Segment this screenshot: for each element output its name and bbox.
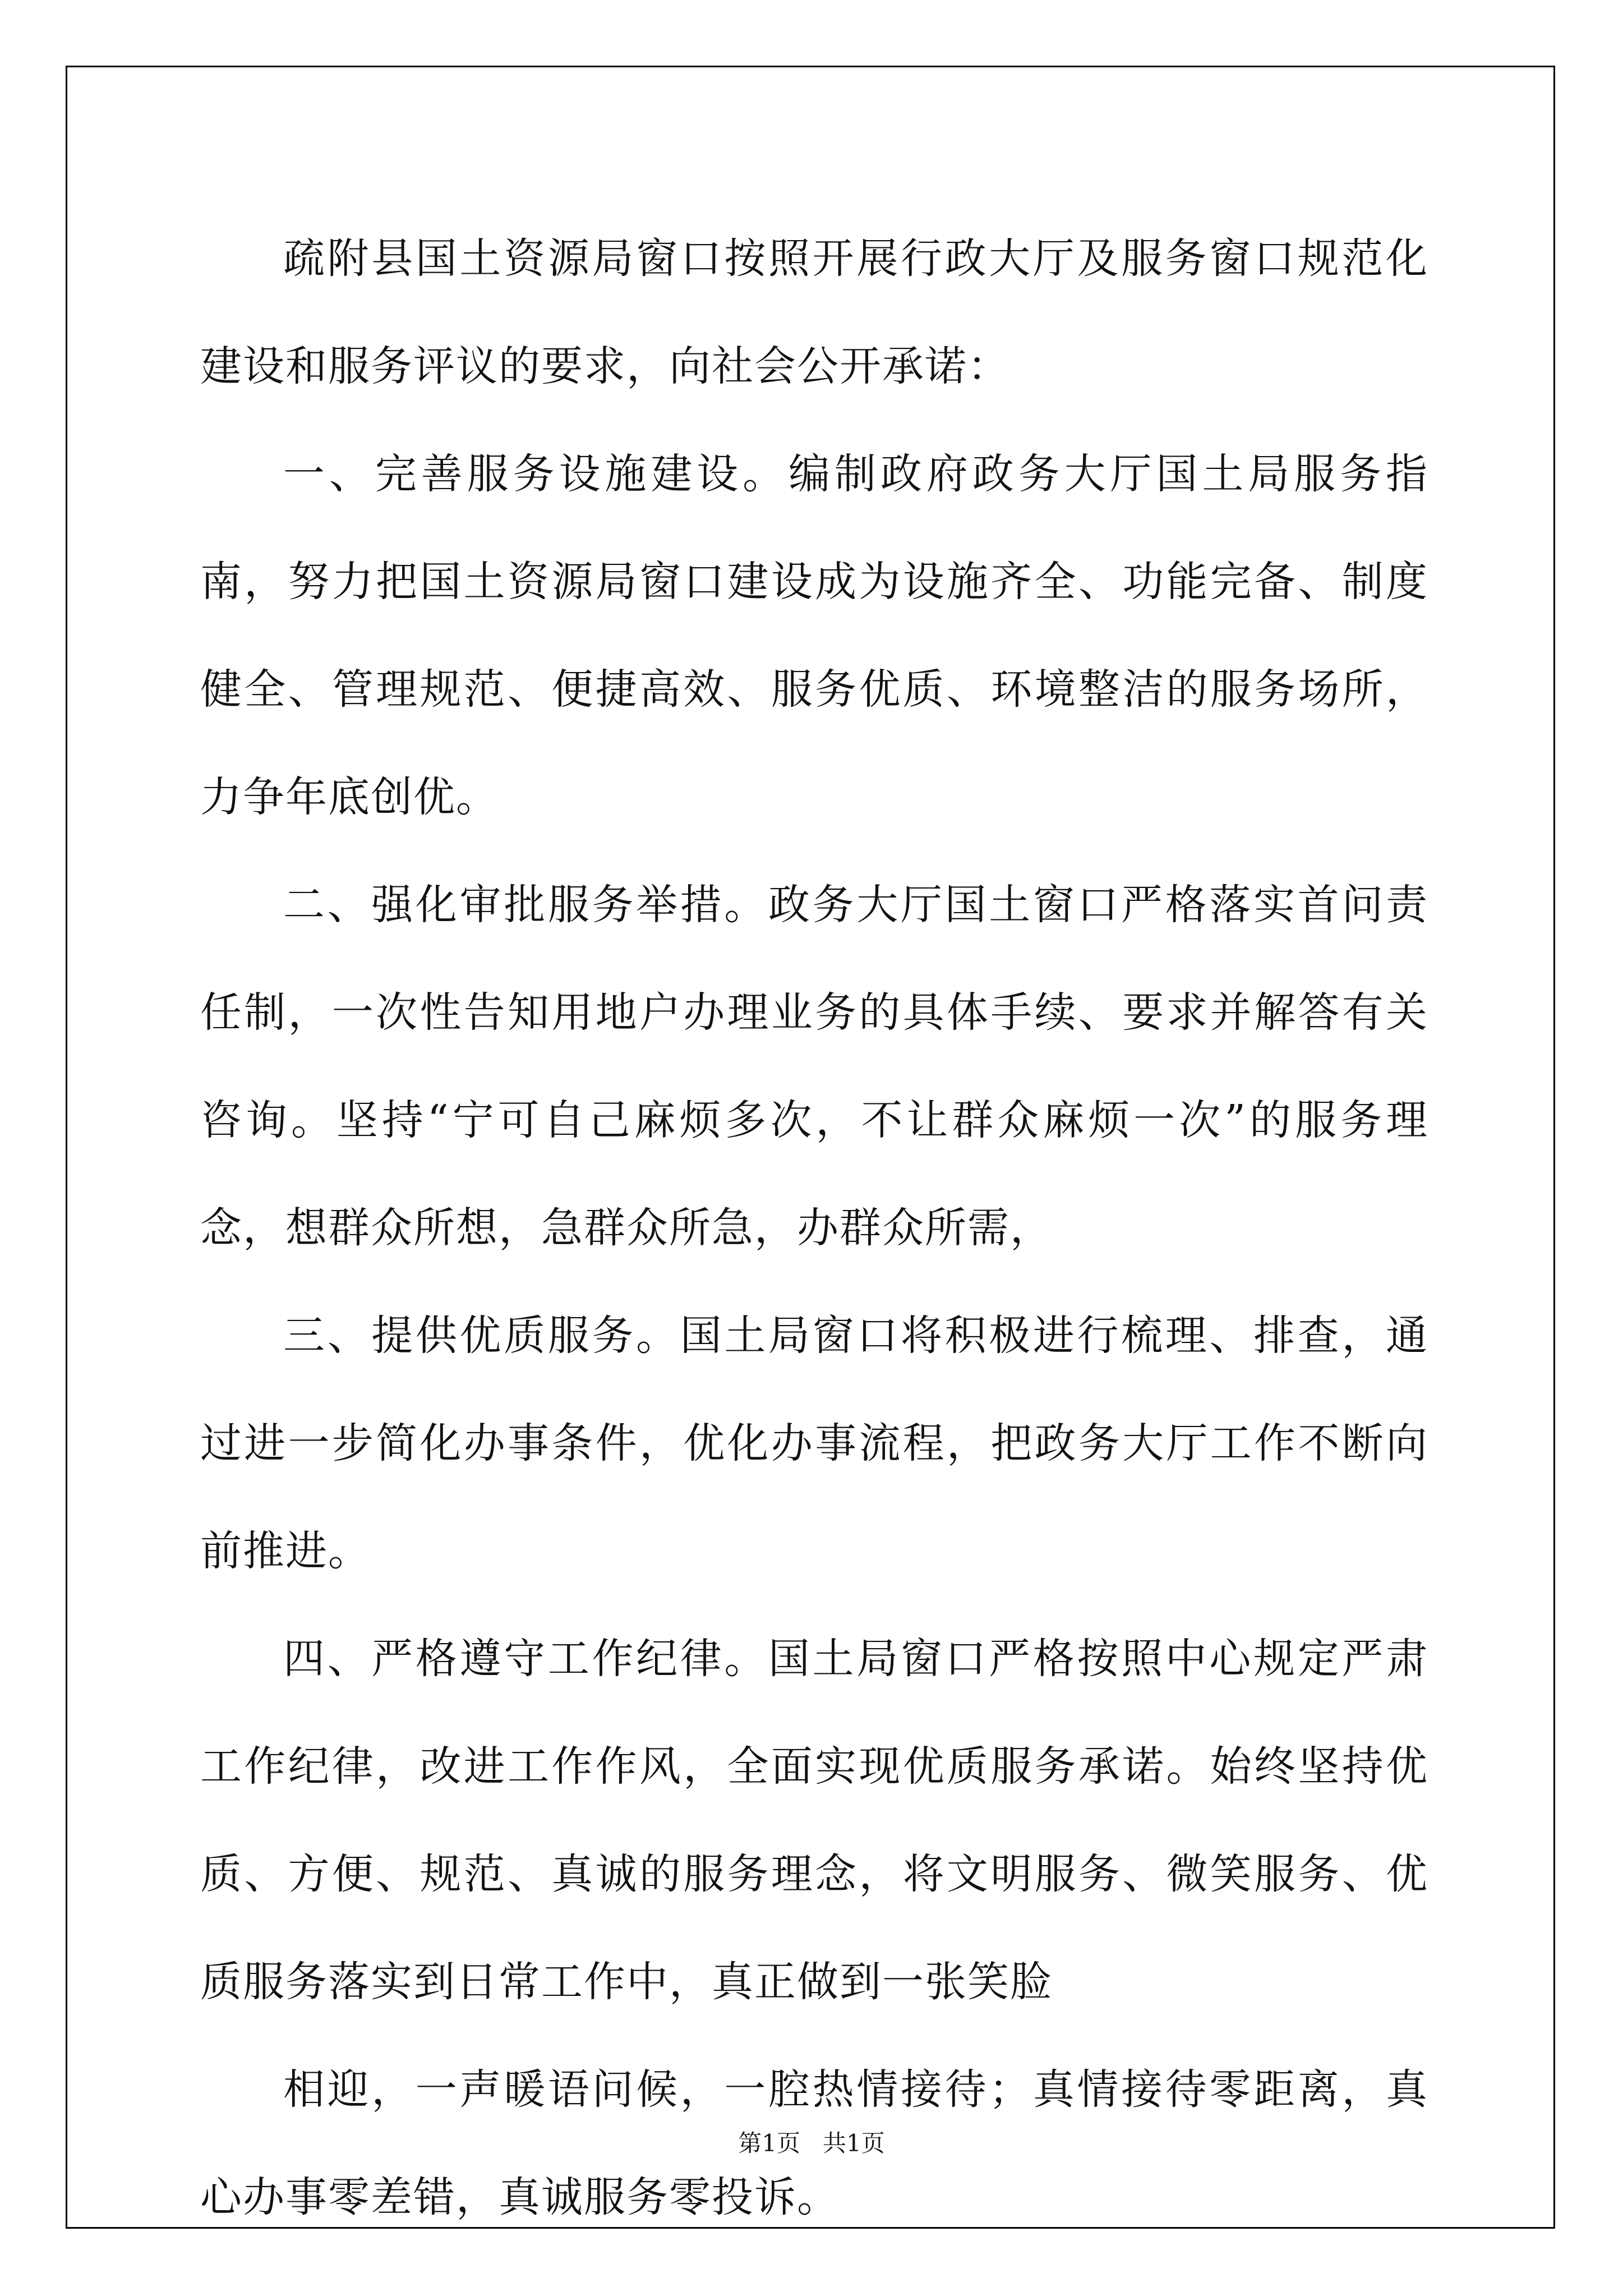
paragraph-item-4-continued: 相迎，一声暖语问候，一腔热情接待；真情接待零距离，真心办事零差错，真诚服务零投诉。 — [200, 2065, 1428, 2221]
paragraph-item-1: 一、完善服务设施建设。编制政府政务大厅国土局服务指南，努力把国土资源局窗口建设成为设施齐全、功能完备、制度健全、管理规范、便捷高效、服务优质、环境整洁的服务场所，力争年底创优。 — [200, 450, 1428, 821]
paragraph-item-3: 三、提供优质服务。国土局窗口将积极进行梳理、排查，通过进一步简化办事条件，优化办事流程，把政务大厅工作不断向前推进。 — [200, 1312, 1428, 1575]
paragraph-item-2: 二、强化审批服务举措。政务大厅国土窗口严格落实首问责任制，一次性告知用地户办理业务的具体手续、要求并解答有关咨询。坚持“宁可自己麻烦多次，不让群众麻烦一次”的服务理念，想群众所想，急群众所急，办群众所需， — [200, 881, 1428, 1252]
page-number-footer: 第1页 共1页 — [738, 2129, 885, 2157]
paragraph-item-4: 四、严格遵守工作纪律。国土局窗口严格按照中心规定严肃工作纪律，改进工作作风，全面实现优质服务承诺。始终坚持优质、方便、规范、真诚的服务理念，将文明服务、微笑服务、优质服务落实到日常工作中，真正做到一张笑脸 — [200, 1635, 1428, 2006]
document-body — [200, 205, 1428, 2251]
paragraph-intro: 疏附县国土资源局窗口按照开展行政大厅及服务窗口规范化建设和服务评议的要求，向社会公开承诺： — [200, 234, 1428, 390]
